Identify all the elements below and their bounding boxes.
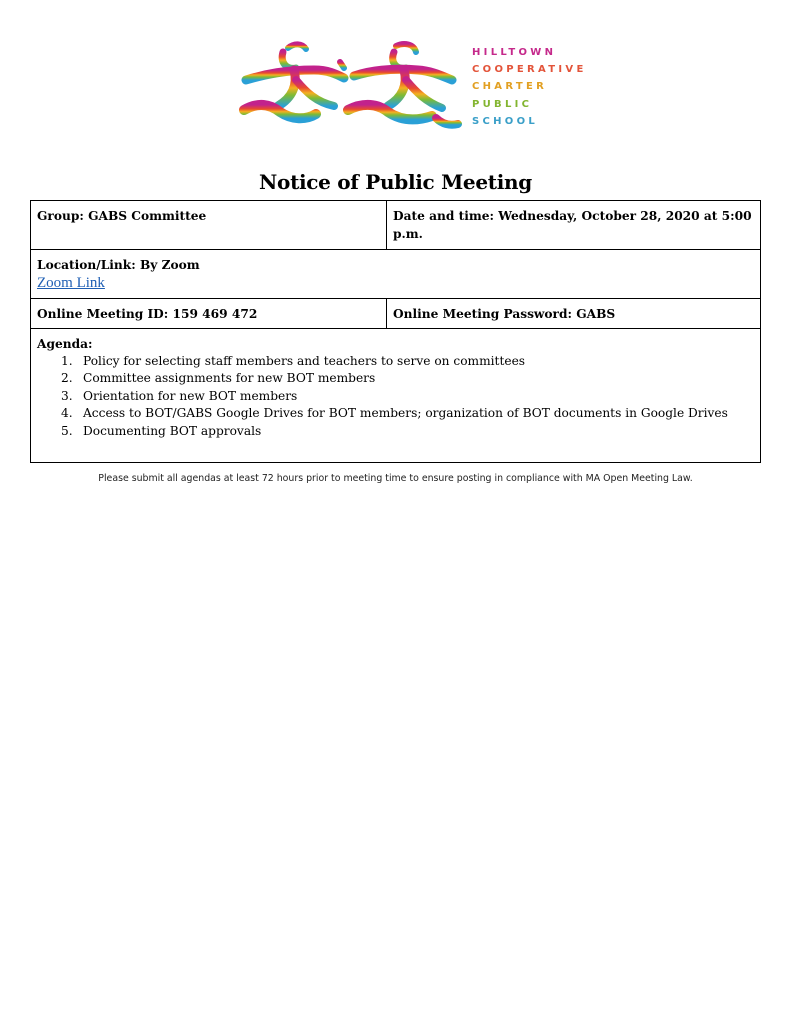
agenda-item-number: 2.	[61, 371, 73, 386]
agenda-cell	[31, 329, 761, 463]
school-logo-wordmark	[472, 44, 587, 130]
school-logo-figures-icon	[236, 40, 466, 130]
school-logo	[236, 40, 587, 130]
location-cell	[31, 250, 761, 299]
agenda-list	[37, 353, 754, 440]
agenda-item-text: Policy for selecting staff members and teachers to serve on committees	[83, 354, 526, 368]
meeting-password-cell: Online Meeting Password: GABS	[387, 299, 761, 329]
agenda-item-text: Committee assignments for new BOT members	[83, 371, 376, 386]
table-row	[31, 299, 761, 329]
page-title: Notice of Public Meeting	[259, 170, 532, 194]
list-item	[61, 353, 754, 370]
group-cell: Group: GABS Committee	[31, 201, 387, 250]
logo-line-cooperative: COOPERATIVE	[472, 64, 587, 76]
meeting-id-cell: Online Meeting ID: 159 469 472	[31, 299, 387, 329]
logo-line-public: PUBLIC	[472, 98, 533, 110]
list-item	[61, 423, 754, 440]
agenda-item-text: Orientation for new BOT members	[83, 388, 298, 403]
logo-line-charter: CHARTER	[472, 81, 548, 93]
table-row	[31, 201, 761, 250]
agenda-item-text: Documenting BOT approvals	[83, 423, 262, 438]
submission-footnote: Please submit all agendas at least 72 hours prior to meeting time to ensure posting in compliance with MA Open Meeting Law.	[98, 473, 693, 484]
location-label: Location/Link: By Zoom	[37, 258, 200, 272]
agenda-label: Agenda:	[37, 337, 93, 351]
table-row	[31, 250, 761, 299]
list-item	[61, 388, 754, 405]
meeting-details-table	[30, 200, 761, 463]
zoom-link[interactable]: Zoom Link	[37, 275, 105, 291]
list-item	[61, 370, 754, 387]
agenda-item-number: 3.	[61, 388, 73, 403]
agenda-item-number: 1.	[61, 354, 73, 368]
table-row	[31, 329, 761, 463]
agenda-item-number: 5.	[61, 423, 73, 438]
agenda-item-number: 4.	[61, 406, 73, 421]
logo-line-school: SCHOOL	[472, 115, 539, 127]
list-item	[61, 405, 754, 422]
logo-line-hilltown: HILLTOWN	[472, 47, 557, 58]
agenda-item-text: Access to BOT/GABS Google Drives for BOT members; organization of BOT documents in Google Drives	[83, 406, 728, 421]
date-time-cell: Date and time: Wednesday, October 28, 2020 at 5:00 p.m.	[387, 201, 761, 250]
